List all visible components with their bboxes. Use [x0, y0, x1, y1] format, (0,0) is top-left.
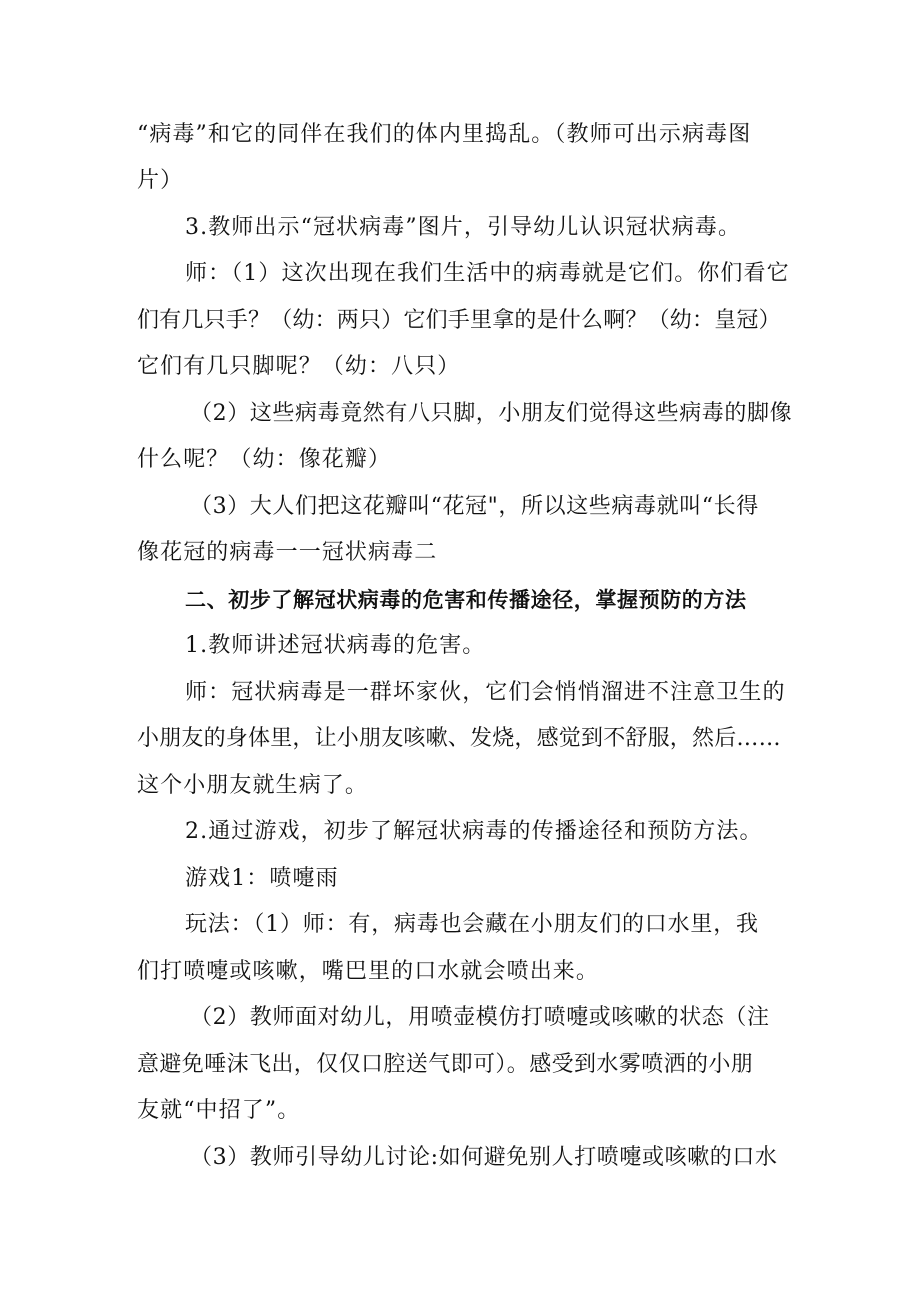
- section-heading: 二、初步了解冠状病毒的危害和传播途径，掌握预防的方法: [185, 588, 747, 612]
- paragraph-line: （3）教师引导幼儿讨论:如何避免别人打喷嚏或咳嗽的口水: [190, 1145, 778, 1170]
- paragraph-line: 意避免唾沫飞出，仅仅口腔送气即可）。感受到水雾喷洒的小朋: [137, 1052, 754, 1077]
- paragraph-line: 它们有几只脚呢？（幼：八只）: [137, 354, 461, 379]
- paragraph-line: 这个小朋友就生病了。: [137, 773, 369, 798]
- paragraph-line: 游戏1：喷嚏雨: [185, 866, 339, 891]
- paragraph-line: “病毒”和它的同伴在我们的体内里捣乱。（教师可出示病毒图: [137, 122, 752, 147]
- paragraph-line: 师：（1）这次出现在我们生活中的病毒就是它们。你们看它: [185, 261, 790, 286]
- paragraph-line: 们打喷嚏或咳嗽，嘴巴里的口水就会喷出来。: [137, 959, 600, 984]
- paragraph-line: 师：冠状病毒是一群坏家伙，它们会悄悄溜进不注意卫生的: [185, 680, 786, 705]
- paragraph-line: （2）教师面对幼儿，用喷壶模仿打喷嚏或咳嗽的状态（注: [190, 1005, 770, 1030]
- paragraph-line: 1.教师讲述冠状病毒的危害。: [185, 633, 486, 658]
- paragraph-line: 们有几只手？（幼：两只）它们手里拿的是什么啊？（幼：皇冠）: [137, 308, 781, 333]
- paragraph-line: 2.通过游戏，初步了解冠状病毒的传播途径和预防方法。: [185, 819, 763, 844]
- paragraph-line: 小朋友的身体里，让小朋友咳嗽、发烧，感觉到不舒服，然后……: [137, 726, 781, 751]
- paragraph-line: 玩法：（1）师：有，病毒也会藏在小朋友们的口水里，我: [185, 912, 759, 937]
- paragraph-line: 友就“中招了”。: [137, 1098, 301, 1123]
- paragraph-line: （3）大人们把这花瓣叫“花冠"，所以这些病毒就叫“长得: [190, 494, 759, 519]
- paragraph-line: 什么呢？（幼：像花瓣）: [137, 447, 392, 472]
- paragraph-line: （2）这些病毒竟然有八只脚，小朋友们觉得这些病毒的脚像: [190, 401, 793, 426]
- paragraph-line: 像花冠的病毒一一冠状病毒二: [137, 540, 438, 565]
- paragraph-line: 片）: [137, 168, 184, 193]
- paragraph-line: 3.教师出示“冠状病毒”图片，引导幼儿认识冠状病毒。: [185, 215, 742, 240]
